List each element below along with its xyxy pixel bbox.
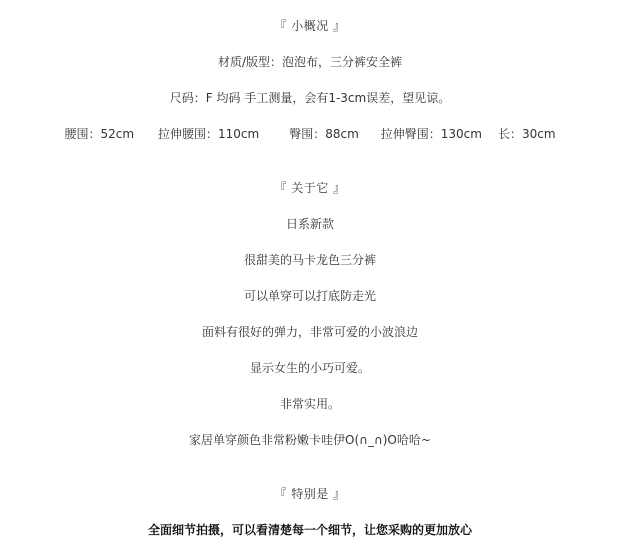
measurement-stretch-hip: 拉伸臀围：130cm (380, 127, 482, 141)
about-section-title: 『 关于它 』 (274, 181, 346, 195)
about-line: 家居单穿颜色非常粉嫩卡哇伊O(∩_∩)O哈哈~ (189, 433, 431, 447)
measurement-hip: 臀围：88cm (289, 127, 359, 141)
about-line: 可以单穿可以打底防走光 (243, 289, 376, 303)
about-line: 面料有很好的弹力，非常可爱的小波浪边 (201, 325, 418, 339)
measurement-length: 长：30cm (497, 127, 556, 141)
measurement-stretch-waist: 拉伸腰围：110cm (158, 127, 260, 141)
size-note-line: 尺码：F 均码 手工测量，会有1-3cm误差，望见谅。 (169, 91, 451, 105)
about-line: 显示女生的小巧可爱。 (249, 361, 370, 375)
measurement-waist: 腰围：52cm (64, 127, 135, 141)
special-section-title: 『 特别是 』 (274, 487, 346, 501)
overview-section-title: 『 小概况 』 (274, 19, 346, 33)
material-line: 材质/版型：泡泡布，三分裤安全裤 (217, 55, 403, 69)
about-line: 很甜美的马卡龙色三分裤 (243, 253, 376, 267)
about-line: 日系新款 (285, 217, 334, 231)
special-highlight-line: 全面细节拍摄，可以看清楚每一个细节，让您采购的更加放心 (147, 523, 472, 537)
measurements-row (0, 126, 620, 142)
about-line: 非常实用。 (279, 397, 340, 411)
